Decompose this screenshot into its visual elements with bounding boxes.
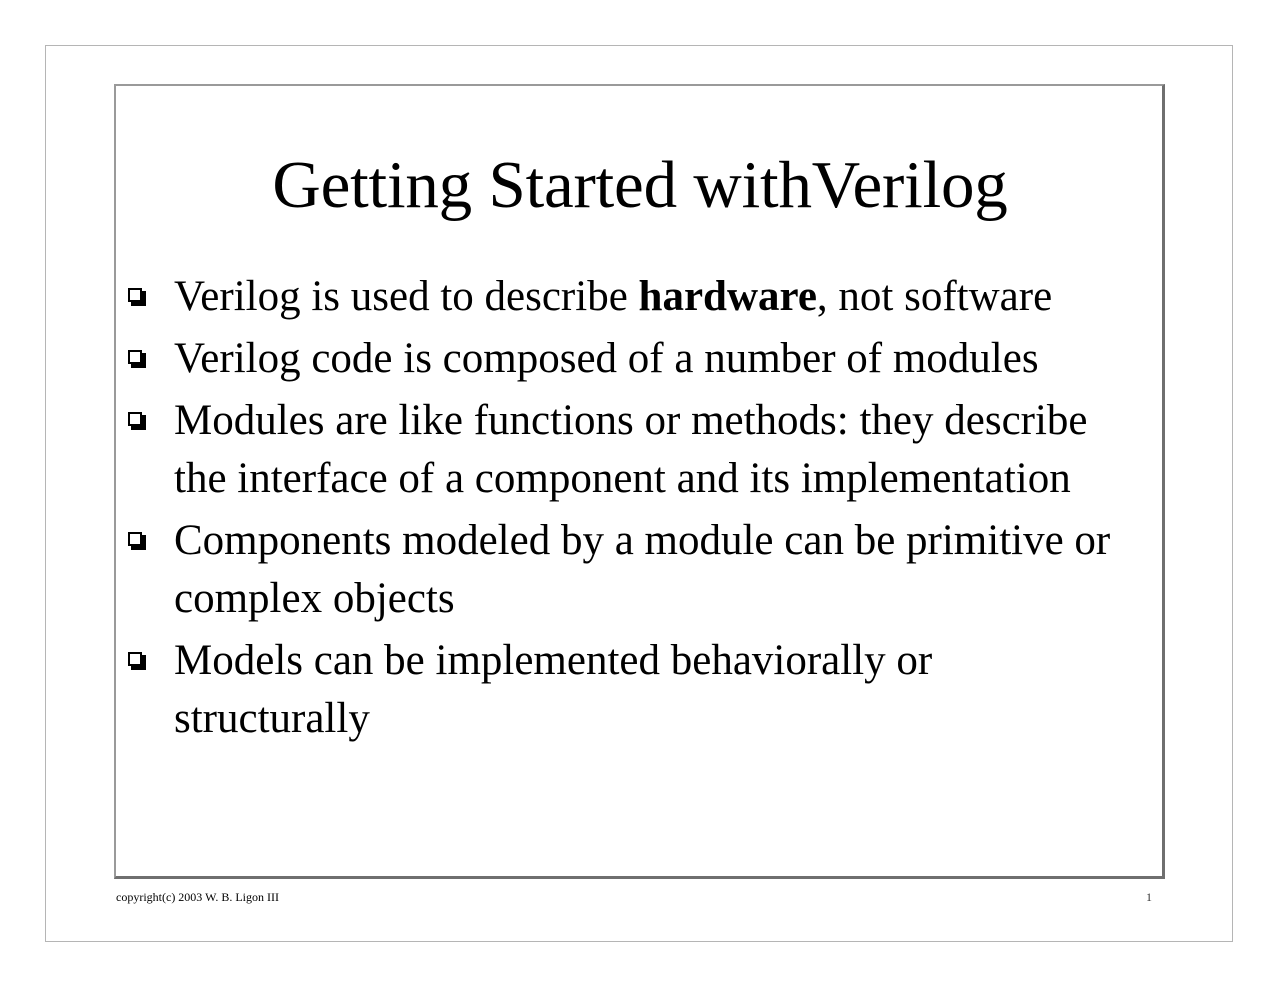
bullet-item (128, 330, 1138, 388)
bullet-item (128, 392, 1138, 508)
bullet-item (128, 632, 1138, 748)
checkbox-bullet-icon (128, 652, 142, 666)
bullet-list (128, 268, 1138, 752)
checkbox-bullet-icon (128, 412, 142, 426)
checkbox-bullet-icon (128, 288, 142, 302)
bullet-text: Modules are like functions or methods: they describe the interface of a component and its implementation (174, 397, 1088, 502)
bullet-text: Verilog code is composed of a number of modules (174, 335, 1039, 382)
bullet-text: Components modeled by a module can be primitive or complex objects (174, 517, 1111, 622)
bullet-item (128, 268, 1138, 326)
bullet-item (128, 512, 1138, 628)
checkbox-bullet-icon (128, 350, 142, 364)
copyright-footer: copyright(c) 2003 W. B. Ligon III (116, 890, 279, 904)
page-number: 1 (1146, 890, 1152, 904)
checkbox-bullet-icon (128, 532, 142, 546)
bullet-text-post: , not software (816, 273, 1053, 320)
bullet-text-bold: hardware (638, 273, 817, 320)
bullet-text: Models can be implemented behaviorally or structurally (174, 637, 933, 742)
bullet-text-pre: Verilog is used to describe (174, 273, 639, 320)
slide-title: Getting Started withVerilog (272, 148, 1008, 222)
